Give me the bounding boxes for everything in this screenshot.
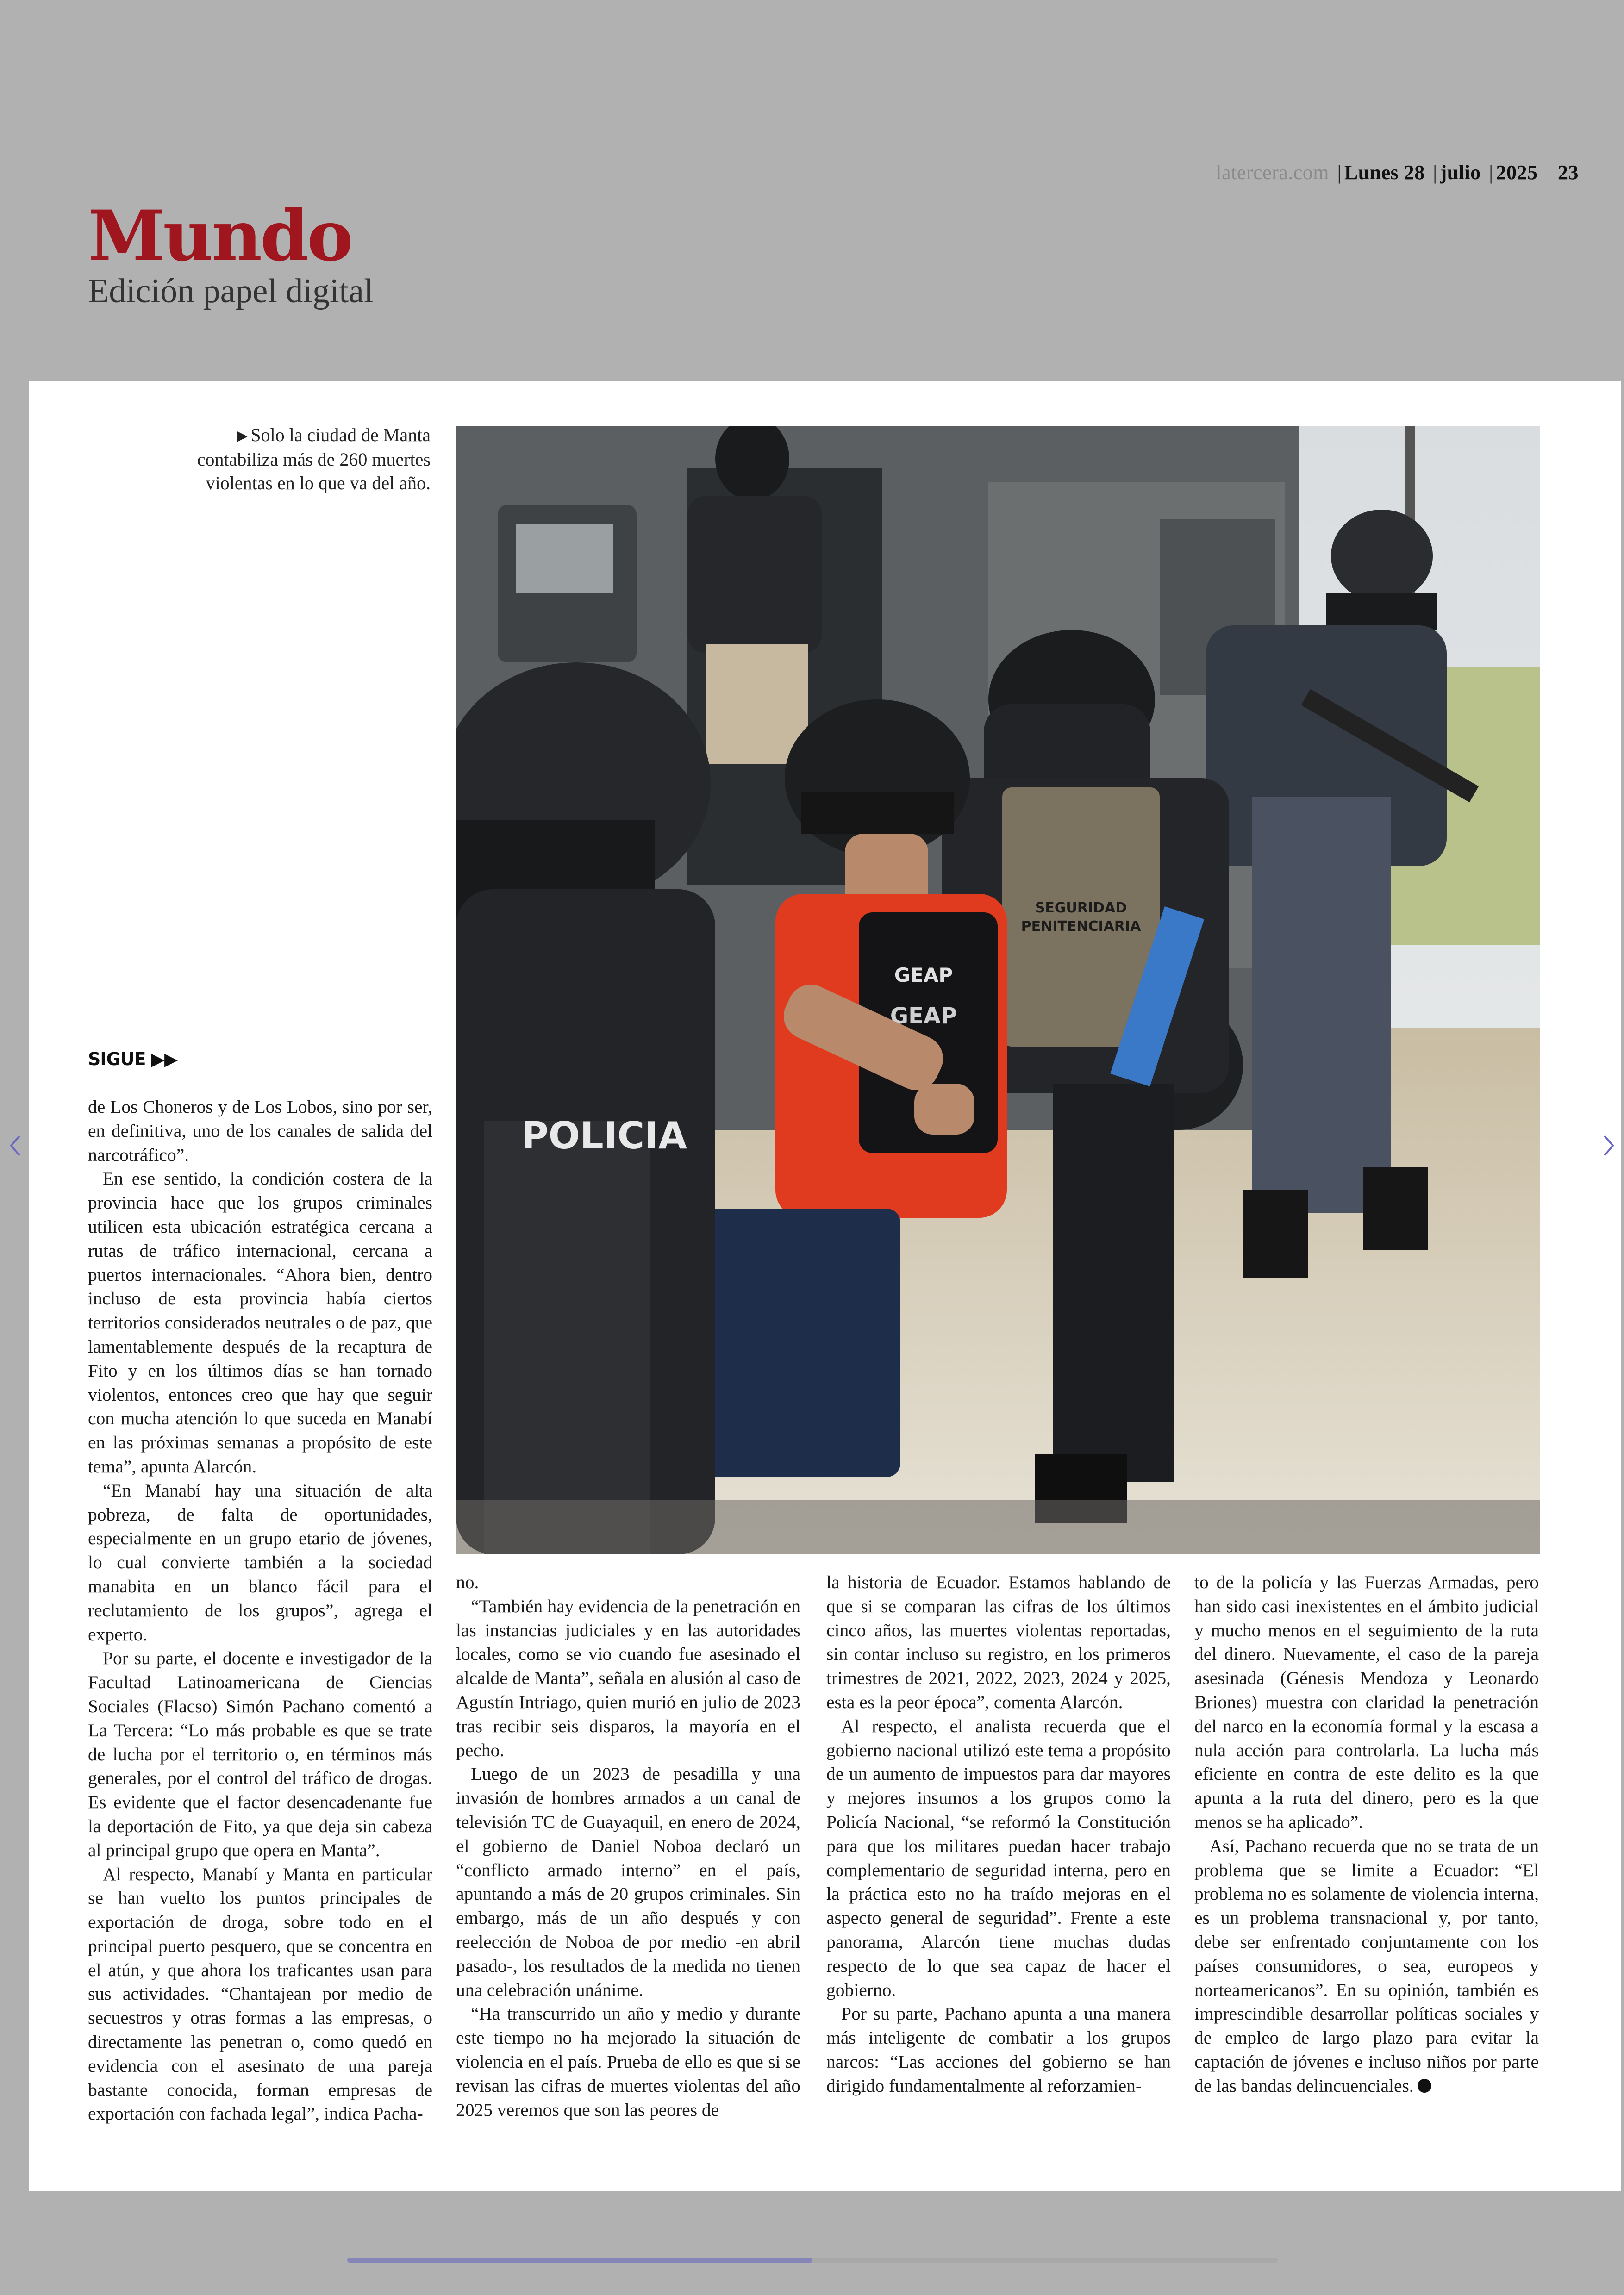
separator: | bbox=[1489, 161, 1493, 184]
sleeve-label: POLICIA bbox=[521, 1114, 687, 1157]
issue-year: 2025 bbox=[1496, 161, 1538, 184]
vest-label-3: GEAP bbox=[894, 964, 953, 986]
end-of-article-icon bbox=[1418, 2079, 1431, 2093]
article-column-2 bbox=[456, 1571, 800, 2122]
paragraph: Al respecto, el analista recuerda que el gobierno nacional utilizó este tema a propósito de un aumento de impuestos para dar mayores y mejores insumos a los grupos como la Policía Nacional, “se reformó la Constitución para que los militares puedan hacer trabajo complementario de seguridad interna, pero en la práctica esto no ha traído mejoras en el aspecto general de seguridad”. Frente a este panorama, Alarcón tiene muchas dudas respecto de lo que sea capaz de hacer el gobierno. bbox=[826, 1715, 1171, 2000]
paragraph: Luego de un 2023 de pesadilla y una invasión de hombres armados a un canal de televisión TC de Guayaquil, en enero de 2024, el gobierno de Daniel Noboa declaró un “conflicto armado interno” en el país, apuntando a más de 20 grupos criminales. Sin embargo, más de un año después y con reelección de Noboa de por medio -en abril pasado-, los resultados de la medida no tienen una celebración unánime. bbox=[456, 1764, 800, 2000]
paragraph: de Los Choneros y de Los Lobos, sino por ser, en definitiva, uno de los canales de salida del narcotráfico”. bbox=[88, 1097, 432, 1165]
article-column-3 bbox=[826, 1571, 1171, 2098]
news-photo bbox=[456, 426, 1540, 1554]
reading-progress-fill bbox=[347, 2258, 812, 2263]
article-column-1 bbox=[88, 1095, 432, 2126]
paragraph: En ese sentido, la condición costera de la provincia hace que los grupos criminales utilicen esta ubicación estratégica cercana a rutas de tráfico internacional, cercana a puertos internacionales. “Ahora bien, dentro incluso de esta provincia había ciertos territorios considerados neutrales o de paz, que lamentablemente después de la recaptura de Fito y en los últimos días se han tornado violentos, entonces creo que hay que seguir con mucha atención lo que suceda en Manabí en las próximas semanas a propósito de este tema”, apunta Alarcón. bbox=[88, 1168, 432, 1477]
paragraph: to de la policía y las Fuerzas Armadas, pero han sido casi inexistentes en el ámbito judicial y mucho menos en el seguimiento de la ruta del dinero. Nuevamente, el caso de la pareja asesinada (Génesis Mendoza y Leonardo Briones) muestra con claridad la penetración del narco en la economía formal y la escasa a nula acción para controlarla. La lucha más eficiente en contra de este delito es la que apunta a la ruta del dinero, pero es la que menos se ha aplicado”. bbox=[1194, 1572, 1539, 1832]
issue-day: Lunes 28 bbox=[1344, 161, 1425, 184]
page-number: 23 bbox=[1558, 161, 1579, 184]
reading-progress-bar[interactable] bbox=[347, 2258, 1278, 2263]
vest-label-2: PENITENCIARIA bbox=[1021, 918, 1141, 935]
vest-label-4: GEAP bbox=[890, 1003, 957, 1029]
photo-caption bbox=[190, 423, 431, 495]
paragraph bbox=[1194, 1834, 1539, 2098]
paragraph: la historia de Ecuador. Estamos hablando de que si se comparan las cifras de los últimos cinco años, las muertes violentas reportadas, sin contar incluso su registro, en los primeros trimestres de 2021, 2022, 2023, 2024 y 2025, esta es la peor época”, comenta Alarcón. bbox=[826, 1572, 1171, 1712]
paragraph: Por su parte, Pachano apunta a una manera más inteligente de combatir a los grupos narcos: “Las acciones del gobierno se han dirigido fundamentalmente al reforzamien- bbox=[826, 2003, 1171, 2096]
vest-label-1: SEGURIDAD bbox=[1035, 900, 1127, 916]
paragraph: “También hay evidencia de la penetración en las instancias judiciales y en las autoridades locales, como se vio cuando fue asesinado el alcalde de Manta”, señala en alusión al caso de Agustín Intriago, quien murió en julio de 2023 tras recibir seis disparos, la mayoría en el pecho. bbox=[456, 1596, 800, 1760]
previous-page-button[interactable] bbox=[6, 1129, 25, 1162]
next-page-button[interactable] bbox=[1599, 1129, 1618, 1162]
paragraph-text: Así, Pachano recuerda que no se trata de un problema que se limite a Ecuador: “El problema no es solamente de violencia interna, es un problema transnacional y, por tanto, debe ser enfrentado conjuntamente con los países consumidores, o sea, europeos y norteamericanos”. En su opinión, también es imprescindible desarrollar políticas sociales y de empleo de largo plazo para evitar la captación de jóvenes e incluso niños por parte de las bandas delincuenciales. bbox=[1194, 1835, 1539, 2096]
article-column-4 bbox=[1194, 1571, 1539, 2098]
paragraph: Al respecto, Manabí y Manta en particular se han vuelto los puntos principales de exportación de droga, sobre todo en el principal puerto pesquero, que se concentra en el atún, y que ahora los traficantes usan para sus actividades. “Chantajean por medio de secuestros y otras formas a las empresas, o directamente las penetran o, como quedó en evidencia con el asesinato de una pareja bastante conocida, forman empresas de exportación con fachada legal”, indica Pacha- bbox=[88, 1864, 432, 2124]
caption-arrow-icon: ▶ bbox=[237, 428, 248, 443]
caption-text: Solo la ciudad de Manta contabiliza más de 260 muertes violentas en lo que va del año. bbox=[197, 424, 431, 493]
section-title: Mundo bbox=[88, 195, 352, 277]
continues-label: SIGUE ▶▶ bbox=[88, 1049, 178, 1069]
paragraph: “Ha transcurrido un año y medio y durante este tiempo no ha mejorado la situación de violencia en el país. Prueba de ello es que si se revisan las cifras de muertes violentas del año 2025 veremos que son las peores de bbox=[456, 2003, 800, 2120]
chevron-left-icon bbox=[6, 1129, 25, 1162]
separator: | bbox=[1337, 161, 1342, 184]
issue-month: julio bbox=[1440, 161, 1481, 184]
paragraph: Por su parte, el docente e investigador de la Facultad Latinoamericana de Ciencias Sociales (Flacso) Simón Pachano comentó a La Tercera: “Lo más probable es que se trate de lucha por el territorio o, en términos más generales, por el control del tráfico de drogas. Es evidente que el factor desencadenante fue la deportación de Fito, ya que deja sin cabeza al principal grupo que opera en Manta”. bbox=[88, 1648, 432, 1860]
header-meta bbox=[1102, 161, 1579, 184]
separator: | bbox=[1433, 161, 1437, 184]
section-subtitle: Edición papel digital bbox=[88, 272, 374, 310]
paragraph: “En Manabí hay una situación de alta pobreza, de falta de oportunidades, especialmente en un grupo etario de jóvenes, lo cual convierte también a la sociedad manabita en un blanco fácil para el reclutamiento de los grupos”, agrega el experto. bbox=[88, 1480, 432, 1645]
site-name: latercera.com bbox=[1216, 161, 1330, 184]
paragraph: no. bbox=[456, 1572, 479, 1592]
chevron-right-icon bbox=[1599, 1129, 1618, 1162]
